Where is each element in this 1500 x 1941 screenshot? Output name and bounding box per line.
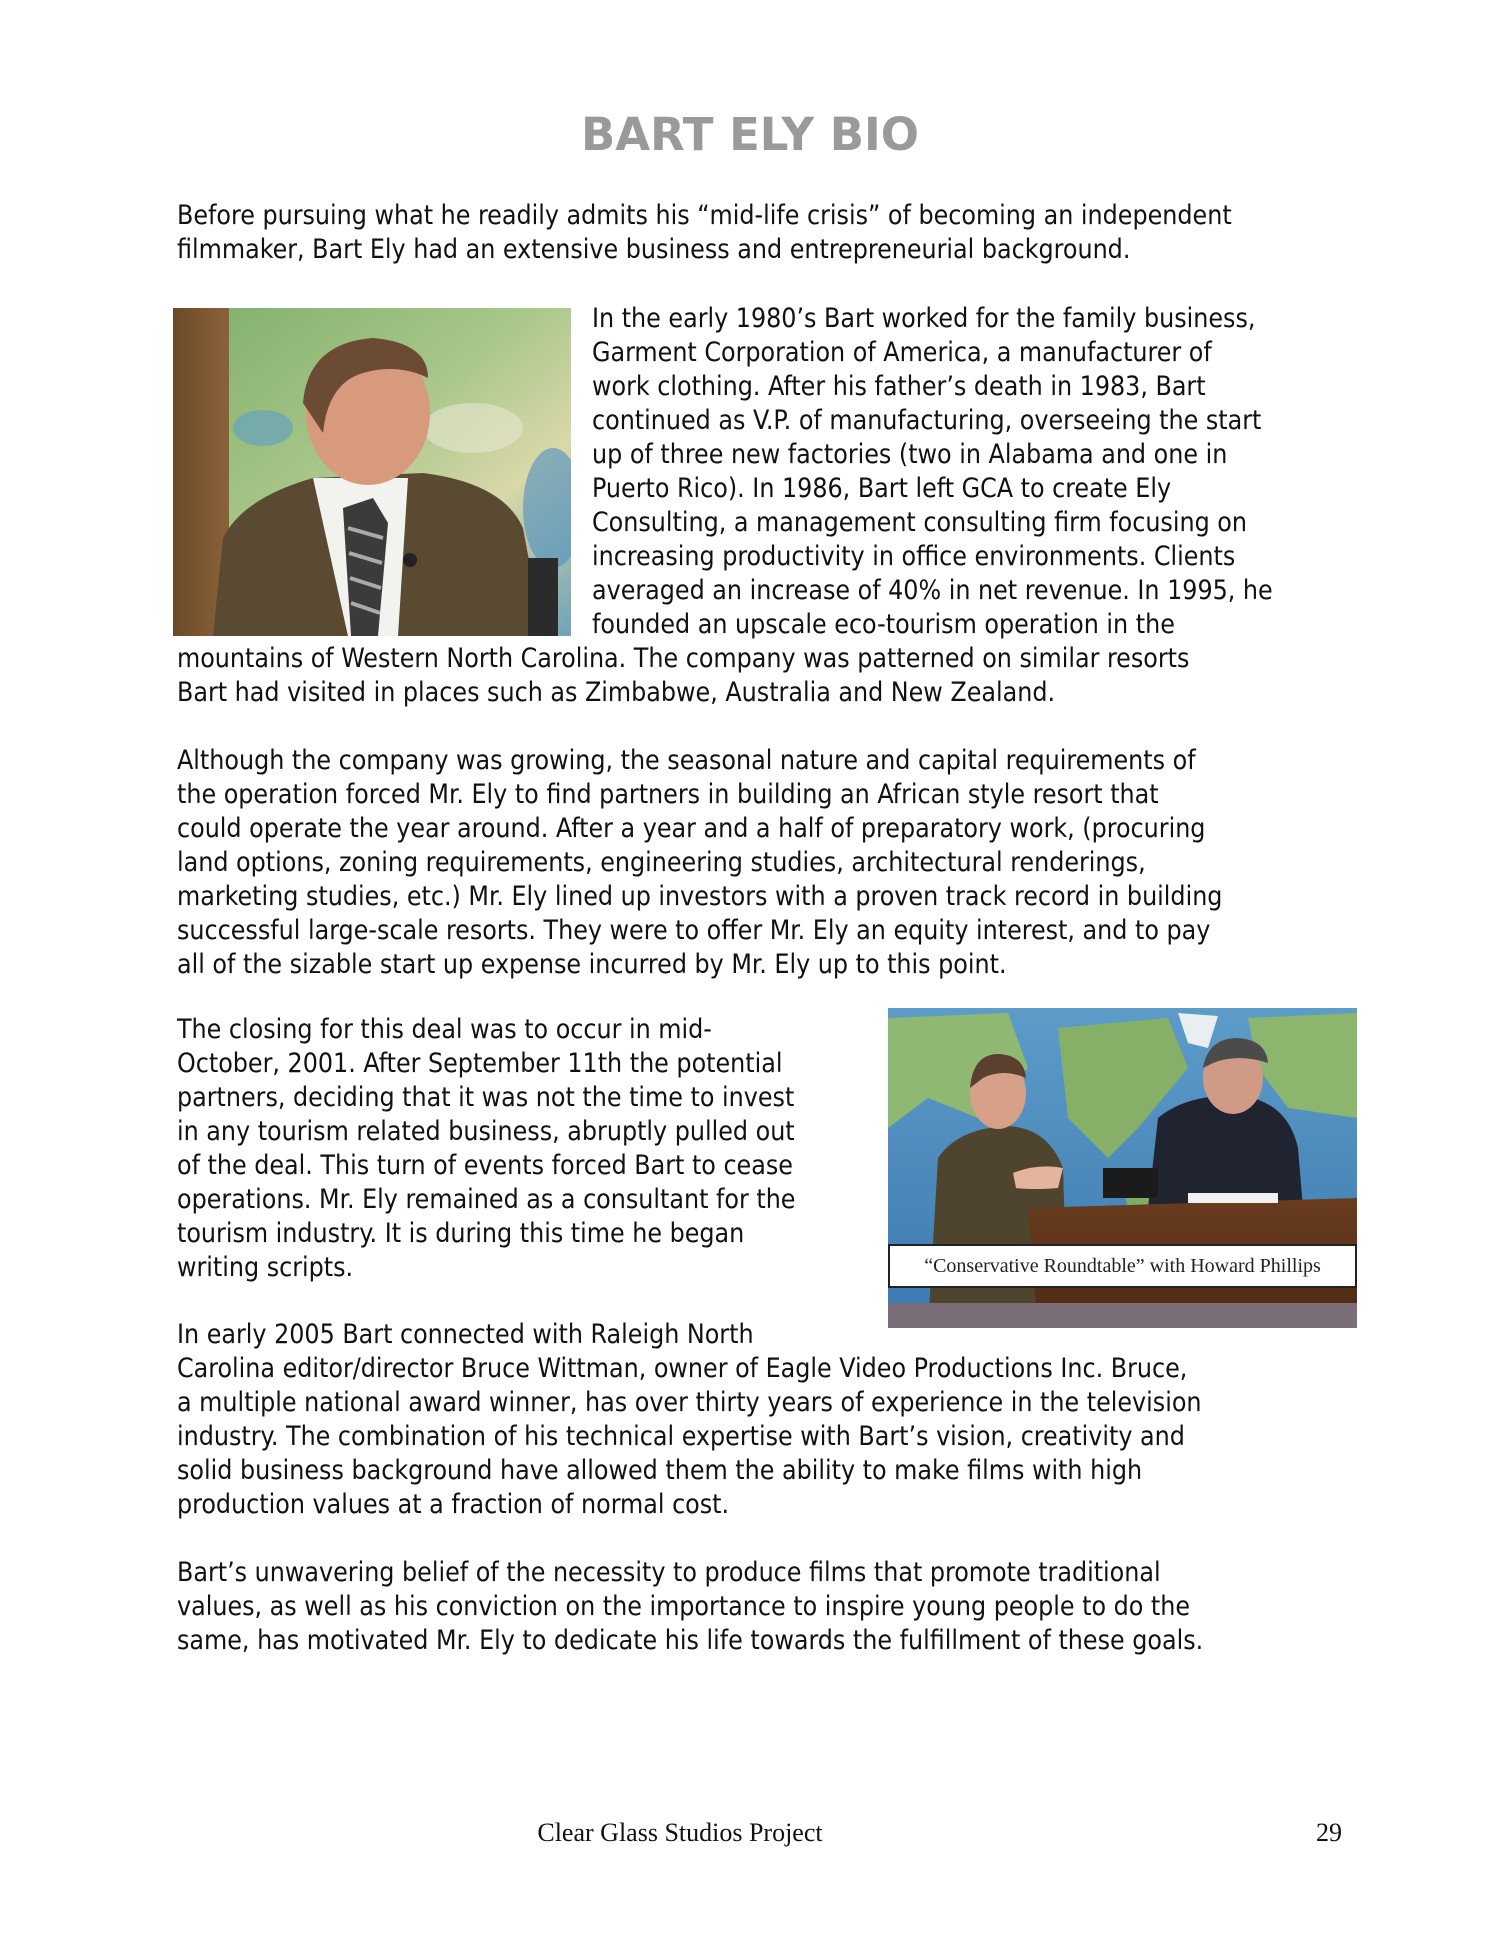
text-line: production values at a fraction of normal cost. [177,1489,730,1520]
business-paragraph-full [177,642,1342,710]
text-line: Bart’s unwavering belief of the necessity to produce films that promote traditional [177,1557,1161,1588]
text-line: Puerto Rico). In 1986, Bart left GCA to create Ely [592,473,1172,504]
text-line: could operate the year around. After a year and a half of preparatory work, (procuring [177,813,1206,844]
text-line: filmmaker, Bart Ely had an extensive business and entrepreneurial background. [177,234,1131,265]
portrait-photo [173,308,571,636]
text-line: Before pursuing what he readily admits his “mid-life crisis” of becoming an independent [177,200,1232,231]
text-line: averaged an increase of 40% in net revenue. In 1995, he [592,575,1273,606]
text-line: values, as well as his conviction on the importance to inspire young people to do the [177,1591,1191,1622]
text-line: solid business background have allowed them the ability to make films with high [177,1455,1143,1486]
text-line: operations. Mr. Ely remained as a consultant for the [177,1184,796,1215]
footer-project-name: Clear Glass Studios Project [537,1818,823,1847]
portrait-image [173,308,571,636]
text-line: mountains of Western North Carolina. The company was patterned on similar resorts [177,643,1190,674]
text-line: all of the sizable start up expense incurred by Mr. Ely up to this point. [177,949,1007,980]
text-line: Consulting, a management consulting firm focusing on [592,507,1247,538]
text-line: land options, zoning requirements, engineering studies, architectural renderings, [177,847,1146,878]
text-line: Carolina editor/director Bruce Wittman, owner of Eagle Video Productions Inc. Bruce, [177,1353,1188,1384]
text-line: Garment Corporation of America, a manufacturer of [592,337,1212,368]
intro-paragraph [177,199,1342,267]
text-line: the operation forced Mr. Ely to find partners in building an African style resort that [177,779,1159,810]
mission-paragraph [177,1556,1342,1658]
text-line: a multiple national award winner, has over thirty years of experience in the television [177,1387,1202,1418]
text-line: successful large-scale resorts. They were to offer Mr. Ely an equity interest, and to pay [177,915,1211,946]
text-line: tourism industry. It is during this time he began [177,1218,745,1249]
text-line: In early 2005 Bart connected with Raleigh North [177,1319,754,1350]
closing-paragraph [177,1013,877,1285]
text-line: work clothing. After his father’s death in 1983, Bart [592,371,1206,402]
roundtable-photo [888,1008,1357,1328]
text-line: partners, deciding that it was not the time to invest [177,1082,795,1113]
text-line: up of three new factories (two in Alabama and one in [592,439,1228,470]
text-line: Bart had visited in places such as Zimbabwe, Australia and New Zealand. [177,677,1056,708]
text-line: increasing productivity in office environments. Clients [592,541,1236,572]
text-line: October, 2001. After September 11th the potential [177,1048,783,1079]
collaboration-paragraph [177,1318,1342,1522]
text-line: writing scripts. [177,1252,354,1283]
text-line: of the deal. This turn of events forced Bart to cease [177,1150,793,1181]
text-line: marketing studies, etc.) Mr. Ely lined up investors with a proven track record in building [177,881,1223,912]
text-line: founded an upscale eco-tourism operation in the [592,609,1175,640]
business-paragraph-wrapped [592,302,1352,642]
text-line: in any tourism related business, abruptly pulled out [177,1116,795,1147]
photo-caption: “Conservative Roundtable” with Howard Phillips [888,1244,1357,1288]
text-line: industry. The combination of his technical expertise with Bart’s vision, creativity and [177,1421,1185,1452]
text-line: continued as V.P. of manufacturing, overseeing the start [592,405,1262,436]
text-line: same, has motivated Mr. Ely to dedicate his life towards the fulfillment of these goals. [177,1625,1204,1656]
text-line: The closing for this deal was to occur in mid- [177,1014,712,1045]
page-title: BART ELY BIO [580,108,920,161]
resort-paragraph [177,744,1342,982]
text-line: In the early 1980’s Bart worked for the family business, [592,303,1256,334]
text-line: Although the company was growing, the seasonal nature and capital requirements of [177,745,1196,776]
page-number: 29 [1316,1818,1342,1847]
